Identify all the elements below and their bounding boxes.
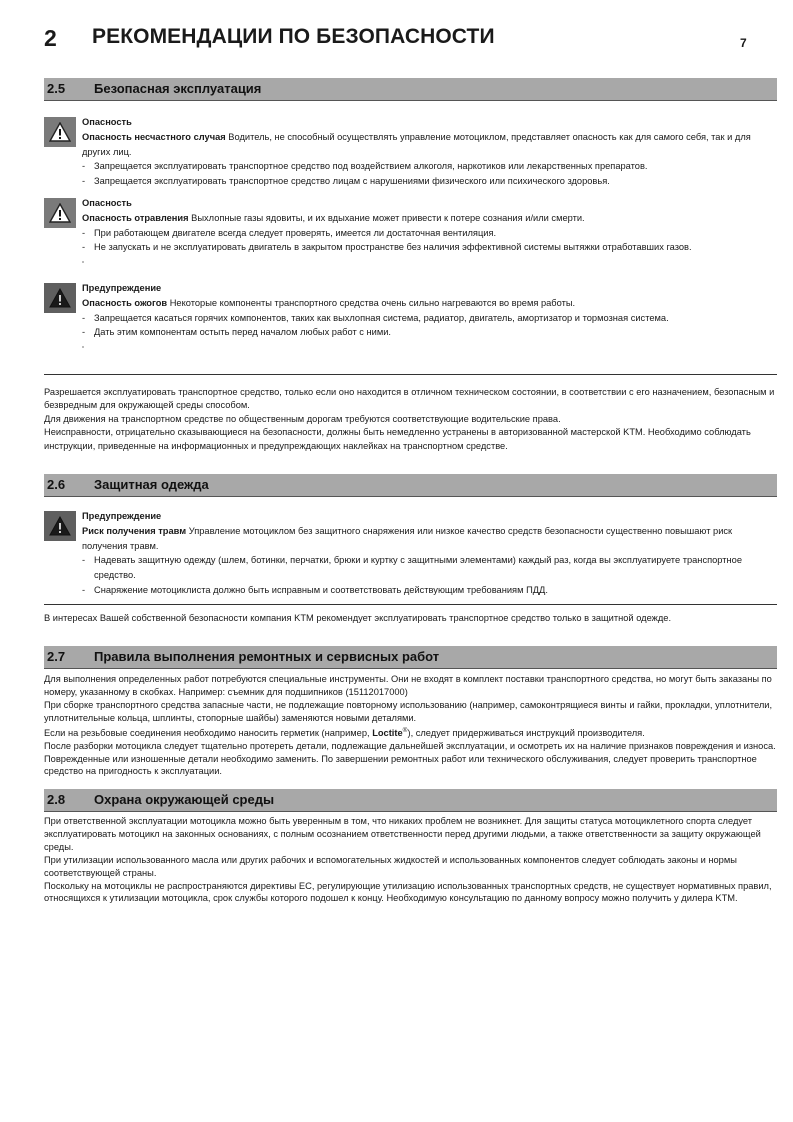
section-2-5-body (44, 386, 777, 453)
warning-triangle-icon (44, 198, 76, 228)
list-item: - Запрещается эксплуатировать транспортное средство под воздействием алкоголя, наркотиков или лекарственных препаратов. (82, 159, 777, 174)
paragraph: Для движения на транспортном средстве по общественным дорогам требуются соответствующие водительские права. (44, 413, 561, 424)
paragraph: После разборки мотоцикла следует тщательно протереть детали, подлежащие дальнейшей эксплуатации, и осмотреть их на наличие признаков повреждения и износа. Поврежденные или изношенные детали необходимо заменить. По завершении ремонтных работ или технического обслуживания, следует проверить транспортное средство на пригодность к эксплуатации. (44, 740, 776, 777)
notice-lead-bold: Опасность несчастного случая (82, 131, 226, 142)
warning-triangle-icon (44, 511, 76, 541)
section-2-7-body (44, 673, 777, 778)
chapter-number: 2 (44, 25, 57, 51)
notice-text (82, 509, 777, 598)
chapter-title: РЕКОМЕНДАЦИИ ПО БЕЗОПАСНОСТИ (92, 25, 495, 48)
paragraph: Неисправности, отрицательно сказывающиеся на безопасности, должны быть немедленно устранены в авторизованной мастерской KTM. Необходимо соблюдать инструкции, приведенные на информационных и предупреждающих наклейках на транспортном средстве. (44, 427, 751, 451)
section-title: Защитная одежда (94, 477, 209, 492)
notice-lead (82, 296, 777, 311)
section-number: 2.7 (47, 649, 66, 664)
divider (44, 374, 777, 375)
notice-lead-text: Выхлопные газы ядовиты, и их вдыхание может привести к потере сознания и/или смерти. (188, 212, 585, 223)
section-title: Безопасная эксплуатация (94, 81, 262, 96)
section-2-5-header (44, 78, 777, 101)
list-item: - Снаряжение мотоциклиста должно быть исправным и соответствовать действующим требованиям ПДД. (82, 583, 777, 598)
loctite-brand: Loctite (372, 727, 403, 738)
notice-lead-text: Управление мотоциклом без защитного снаряжения или низкое качество средств безопасности существенно повышают риск получения травм. (82, 525, 733, 551)
notice-heading: Предупреждение (82, 283, 162, 293)
notice-lead-text: Некоторые компоненты транспортного средства очень сильно нагреваются во время работы. (167, 297, 576, 308)
spacer-mark (82, 340, 777, 355)
spacer-mark (82, 255, 777, 270)
list-item: - Не запускать и не эксплуатировать двигатель в закрытом пространстве без наличия эффективной системы вытяжки отработавших газов. (82, 240, 777, 255)
section-title: Правила выполнения ремонтных и сервисных работ (94, 649, 440, 664)
paragraph: Поскольку на мотоциклы не распространяются директивы ЕС, регулирующие утилизацию использованных транспортных средств, не существует нормативных правил, относящихся к утилизации мотоцикла, срок службы которого подошел к концу. Необходимую консультацию по данному вопросу можно получить у дилера KTM. (44, 880, 772, 904)
section-2-6-header (44, 474, 777, 497)
notice-text (82, 115, 777, 189)
registered-mark: ® (402, 726, 408, 734)
section-title: Охрана окружающей среды (94, 792, 275, 807)
section-2-6-body (44, 612, 777, 625)
section-number: 2.8 (47, 792, 66, 807)
list-item: - При работающем двигателе всегда следует проверять, имеется ли достаточная вентиляция. (82, 226, 777, 241)
paragraph: В интересах Вашей собственной безопасности компания KTM рекомендует эксплуатировать транспортное средство только в защитной одежде. (44, 613, 672, 623)
list-item: - Надевать защитную одежду (шлем, ботинки, перчатки, брюки и куртку с защитными элементами) каждый раз, когда вы эксплуатируете транспортное средство. (82, 553, 777, 583)
notice-heading: Опасность (82, 198, 132, 208)
paragraph: При ответственной эксплуатации мотоцикла можно быть уверенным в том, что никаких проблем не возникнет. Для защиты статуса мотоциклетного спорта следует эксплуатировать мотоцикл на законных основаниях, с полным осознанием ответственности перед другими людьми, а также ответственности за защиту окружающей среды. (44, 816, 761, 852)
paragraph: При утилизации использованного масла или других рабочих и вспомогательных жидкостей и использованных компонентов следует соблюдать законы и нормы соответствующей страны. (44, 854, 737, 878)
notice-lead-bold: Опасность отравления (82, 212, 189, 223)
notice-lead-text: Водитель, не способный осуществлять управление мотоциклом, представляет опасность как для самого себя, так и для других лиц. (82, 131, 751, 157)
notice-heading: Опасность (82, 117, 132, 127)
divider (44, 604, 777, 605)
notice-lead (82, 130, 777, 160)
section-2-8-body (44, 815, 777, 905)
warning-triangle-icon (44, 117, 76, 147)
notice-lead-bold: Риск получения травм (82, 525, 187, 536)
list-item: - Дать этим компонентам остыть перед началом любых работ с ними. (82, 325, 777, 340)
paragraph: При сборке транспортного средства запасные части, не подлежащие повторному использованию (например, самоконтрящиеся винты и гайки, прокладки, уплотнители, уплотнительные кольца, шплинты, стопорные шайбы) заменяются новыми деталями. (44, 699, 773, 723)
warning-triangle-icon (44, 283, 76, 313)
section-2-7-header (44, 646, 777, 669)
page-number: 7 (740, 36, 747, 50)
notice-lead (82, 524, 777, 554)
paragraph: Для выполнения определенных работ потребуются специальные инструменты. Они не входят в комплект поставки транспортного средства, но могут быть заказаны по номеру, указанному в скобках. Например: съемник для подшипников (15112017000) (44, 674, 772, 697)
notice-text (82, 281, 777, 355)
notice-text (82, 196, 777, 270)
list-item: - Запрещается касаться горячих компонентов, таких как выхлопная система, радиатор, двигатель, амортизатор и тормозная система. (82, 311, 777, 326)
section-number: 2.5 (47, 81, 66, 96)
paragraph: Разрешается эксплуатировать транспортное средство, только если оно находится в отличном техническом состоянии, в соответствии с его назначением, безопасным и безвредным для окружающей среды способом. (44, 387, 775, 411)
list-item: - Запрещается эксплуатировать транспортное средство лицам с нарушениями физического или психического здоровья. (82, 174, 777, 189)
paragraph-text: ), следует придерживаться инструкций производителя. (407, 727, 645, 738)
notice-heading: Предупреждение (82, 511, 162, 521)
page-header (0, 0, 793, 60)
paragraph (44, 725, 777, 740)
paragraph-text: Если на резьбовые соединения необходимо наносить герметик (например, (44, 727, 373, 738)
section-number: 2.6 (47, 477, 66, 492)
notice-lead-bold: Опасность ожогов (82, 297, 168, 308)
section-2-8-header (44, 789, 777, 812)
notice-lead (82, 211, 777, 226)
